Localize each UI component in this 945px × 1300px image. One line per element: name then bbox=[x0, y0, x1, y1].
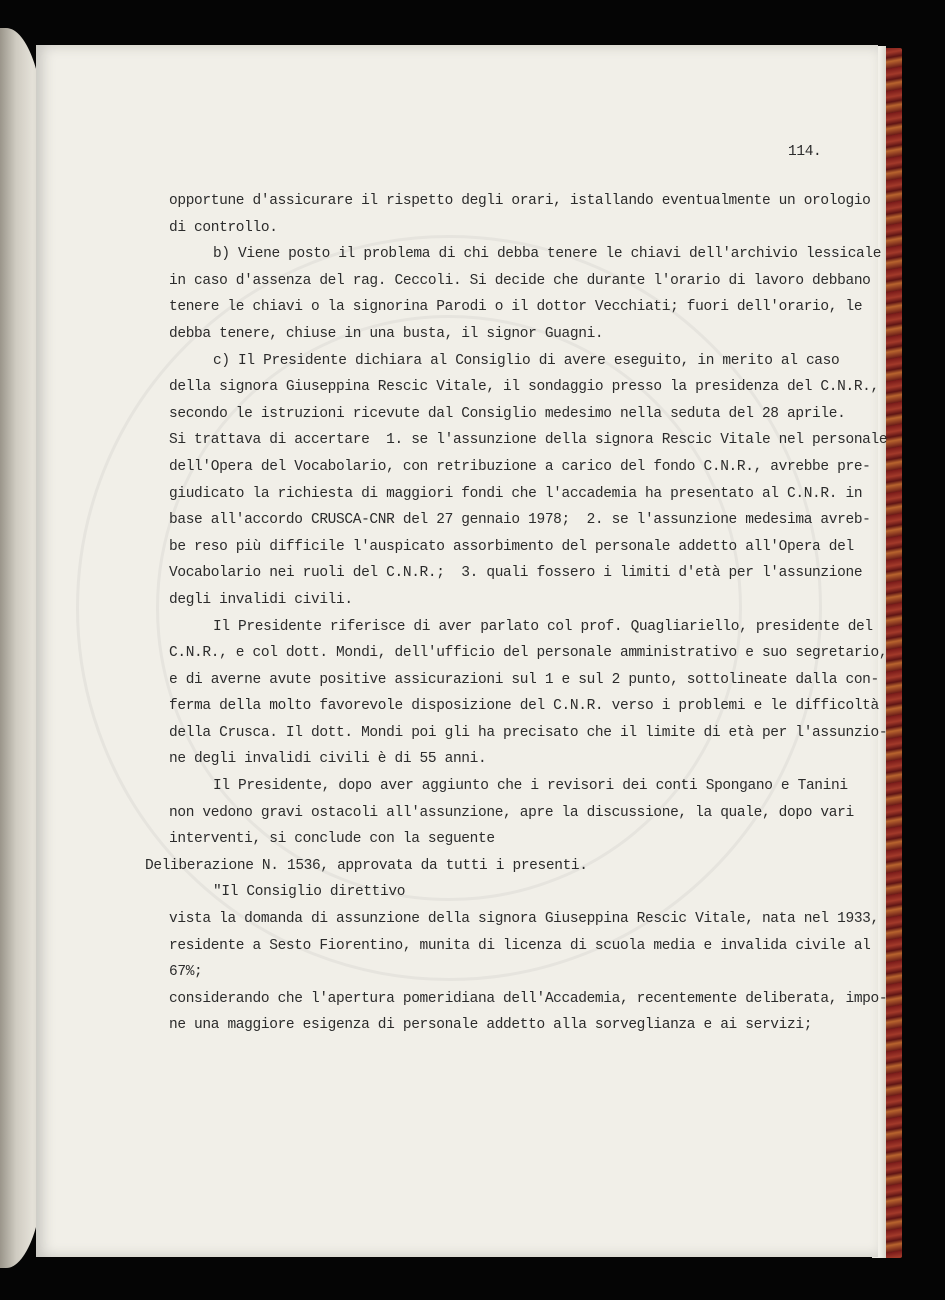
text-line: vista la domanda di assunzione della signora Giuseppina Rescic Vitale, nata nel 1933, bbox=[169, 911, 879, 928]
text-line: interventi, si conclude con la seguente bbox=[169, 831, 495, 848]
text-line: Vocabolario nei ruoli del C.N.R.; 3. quali fossero i limiti d'età per l'assunzione bbox=[169, 565, 863, 582]
text-line: dell'Opera del Vocabolario, con retribuzione a carico del fondo C.N.R., avrebbe pre- bbox=[169, 458, 871, 475]
text-line: opportune d'assicurare il rispetto degli orari, istallando eventualmente un orologio bbox=[169, 193, 871, 209]
text-line: base all'accordo CRUSCA-CNR del 27 gennaio 1978; 2. se l'assunzione medesima avreb- bbox=[169, 512, 871, 529]
text-line: ferma della molto favorevole disposizione del C.N.R. verso i problemi e le difficoltà bbox=[169, 698, 879, 715]
text-line: 67%; bbox=[169, 964, 203, 981]
text-line: in caso d'assenza del rag. Ceccoli. Si decide che durante l'orario di lavoro debbano bbox=[169, 272, 871, 289]
text-line: Deliberazione N. 1536, approvata da tutti i presenti. bbox=[145, 857, 588, 874]
text-line: Il Presidente riferisce di aver parlato col prof. Quagliariello, presidente del bbox=[213, 618, 873, 635]
text-line: non vedono gravi ostacoli all'assunzione, apre la discussione, la quale, dopo vari bbox=[169, 804, 854, 821]
text-line: "Il Consiglio direttivo bbox=[213, 884, 406, 901]
typed-text-body bbox=[145, 188, 888, 1039]
text-line: ne degli invalidi civili è di 55 anni. bbox=[169, 751, 487, 768]
text-line: della signora Giuseppina Rescic Vitale, il sondaggio presso la presidenza del C.N.R., bbox=[169, 379, 879, 396]
text-line: Si trattava di accertare 1. se l'assunzione della signora Rescic Vitale nel personale bbox=[169, 432, 888, 449]
text-line: residente a Sesto Fiorentino, munita di licenza di scuola media e invalida civile al bbox=[169, 937, 871, 954]
document-page bbox=[36, 45, 888, 1257]
text-line: Il Presidente, dopo aver aggiunto che i revisori dei conti Spongano e Tanini bbox=[213, 778, 848, 795]
text-line: tenere le chiavi o la signorina Parodi o il dottor Vecchiati; fuori dell'orario, le bbox=[169, 299, 863, 316]
text-line: della Crusca. Il dott. Mondi poi gli ha precisato che il limite di età per l'assunzio- bbox=[169, 724, 888, 741]
text-line: degli invalidi civili. bbox=[169, 591, 353, 608]
text-line: c) Il Presidente dichiara al Consiglio di avere eseguito, in merito al caso bbox=[213, 352, 840, 369]
text-line: debba tenere, chiuse in una busta, il signor Guagni. bbox=[169, 325, 604, 342]
text-line: b) Viene posto il problema di chi debba tenere le chiavi dell'archivio lessicale bbox=[213, 246, 882, 263]
text-line: ne una maggiore esigenza di personale addetto alla sorveglianza e ai servizi; bbox=[169, 1017, 813, 1034]
text-line: e di averne avute positive assicurazioni sul 1 e sul 2 punto, sottolineate dalla con- bbox=[169, 671, 879, 688]
text-line: di controllo. bbox=[169, 219, 278, 236]
text-line: considerando che l'apertura pomeridiana dell'Accademia, recentemente deliberata, impo- bbox=[169, 990, 888, 1007]
page-number: 114. bbox=[788, 144, 822, 160]
text-line: secondo le istruzioni ricevute dal Consiglio medesimo nella seduta del 28 aprile. bbox=[169, 405, 846, 422]
text-line: be reso più difficile l'auspicato assorbimento del personale addetto all'Opera del bbox=[169, 538, 854, 555]
text-line: giudicato la richiesta di maggiori fondi che l'accademia ha presentato al C.N.R. in bbox=[169, 485, 863, 502]
text-line: C.N.R., e col dott. Mondi, dell'ufficio del personale amministrativo e suo segretario, bbox=[169, 645, 888, 662]
